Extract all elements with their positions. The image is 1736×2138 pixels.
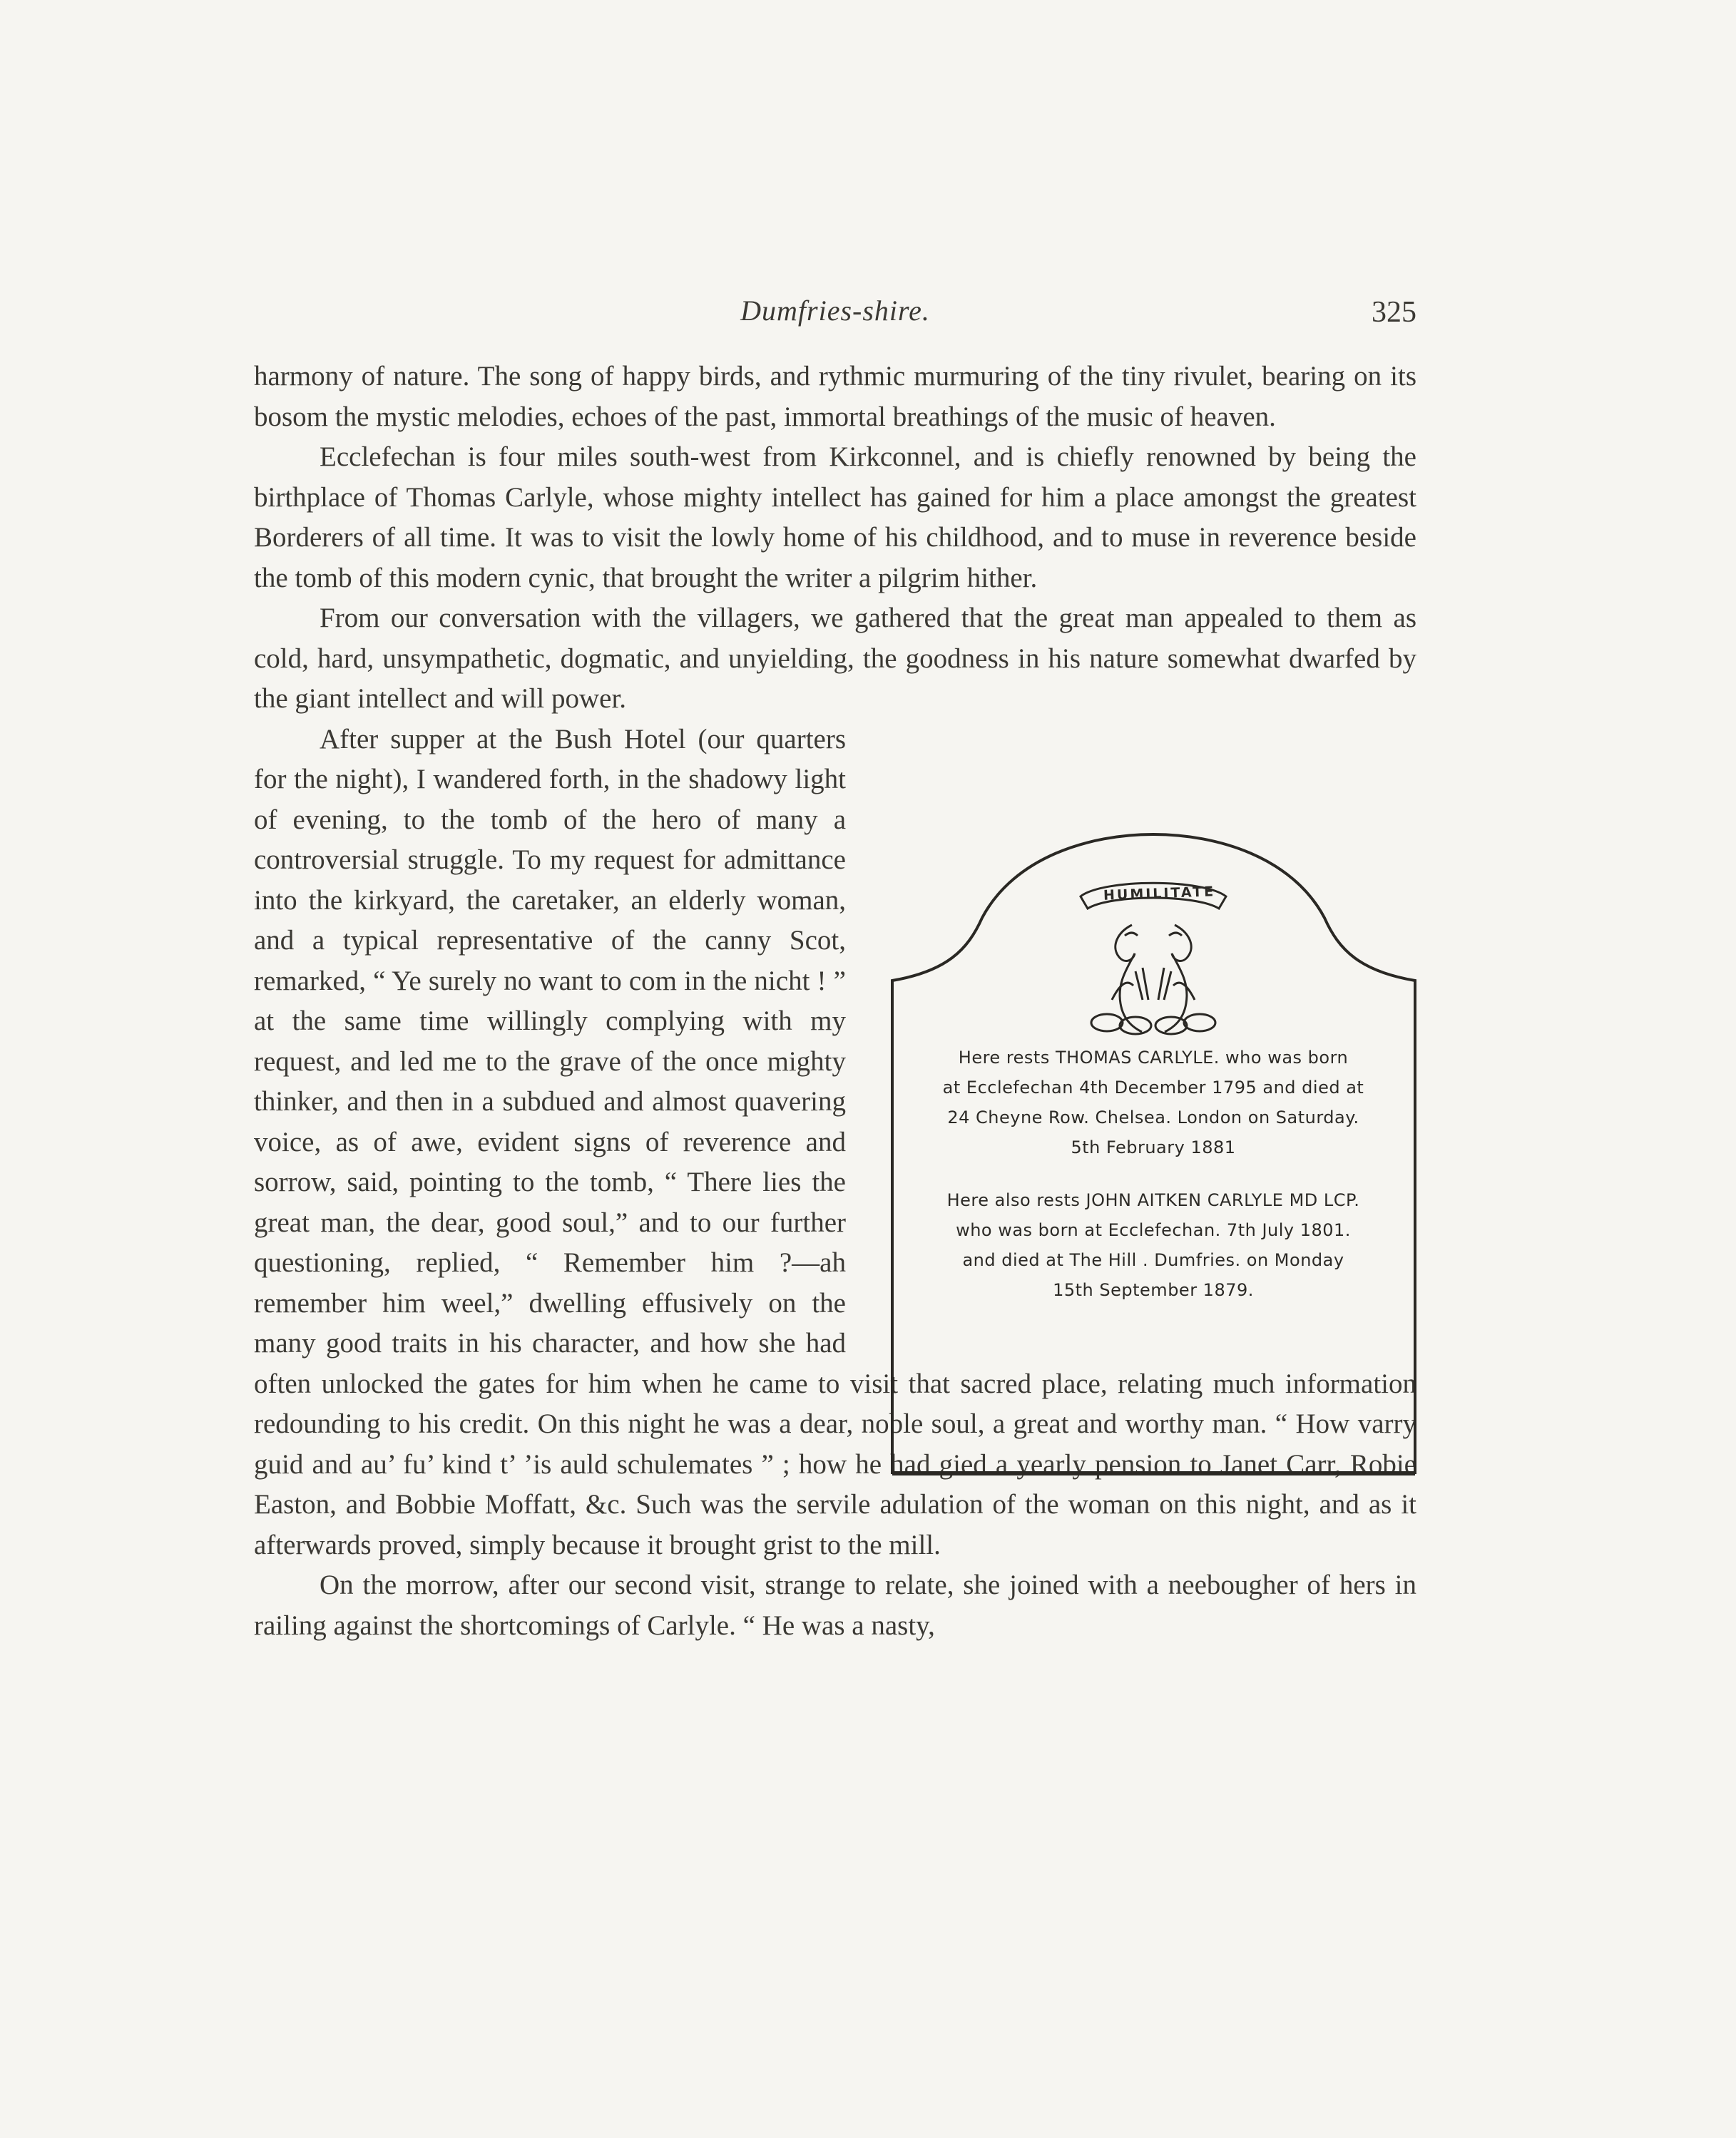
inscription-line: and died at The Hill . Dumfries. on Monday: [962, 1250, 1344, 1270]
motto-text: HUMILITATE: [1103, 884, 1216, 904]
page-number: 325: [1372, 296, 1416, 329]
running-head: Dumfries-shire.: [740, 295, 930, 327]
inscription-john-aitken: [925, 1185, 1382, 1305]
paragraph-3: From our conversation with the villagers, we gathered that the great man appealed to them as cold, hard, unsympathetic, dogmatic, and unyielding, the goodness in his nature somewhat dwarfed by the giant intellect and will power.: [254, 603, 1416, 714]
inscription-line: at Ecclefechan 4th December 1795 and died at: [942, 1078, 1364, 1098]
page-header: [254, 294, 1416, 337]
inscription-carlyle: [925, 1043, 1382, 1162]
inscription-line: 5th February 1881: [1071, 1137, 1236, 1157]
paragraph-2: Ecclefechan is four miles south-west from Kirkconnel, and is chiefly renowned by being the birthplace of Thomas Carlyle, whose mighty intellect has gained for him a place amongst the greatest Borderers of all time. It was to visit the lowly home of his childhood, and to muse in reverence beside the tomb of this modern cynic, that brought the writer a pilgrim hither.: [254, 441, 1416, 593]
inscription-line: 24 Cheyne Row. Chelsea. London on Saturday.: [947, 1108, 1359, 1127]
paragraph-1: harmony of nature. The song of happy birds, and rythmic murmuring of the tiny rivulet, bearing on its bosom the mystic melodies, echoes of the past, immortal breathings of the music of heaven.: [254, 361, 1416, 432]
inscription-line: Here also rests JOHN AITKEN CARLYLE MD LCP.: [946, 1190, 1360, 1210]
inscription-line: Here rests THOMAS CARLYLE. who was born: [958, 1048, 1349, 1068]
inscription-line: who was born at Ecclefechan. 7th July 1801.: [956, 1220, 1351, 1240]
inscription-line: 15th September 1879.: [1053, 1280, 1254, 1300]
tombstone-illustration: [889, 829, 1418, 1480]
paragraph-5: On the morrow, after our second visit, strange to relate, she joined with a neebougher of hers in railing against the shortcomings of Carlyle. “ He was a nasty,: [254, 1570, 1416, 1641]
crest-icon: [1091, 925, 1215, 1034]
paragraph-4: After supper at the Bush Hotel (our quarters for the night), I wandered forth, in the shadowy light of evening, to the tomb of the hero of many a controversial struggle. To my request for admittance into the kirkyard, the caretaker, an elderly woman, and a typical representative of the canny Scot, remarked, “ Ye surely no want to com in the nicht ! ” at the same time willingly complying with my request, and led me to the grave of the once mighty thinker, and then in a subdued and almost quavering voice, as of awe, evident signs of reverence and sorrow, said, pointing to the tomb, “ There lies the great man, the dear, good soul,” and to our further questioning, replied, “ Remember him ?—ah remember him weel,” dwelling effusively on the many good traits in his character, and how she had often unlocked the gates for him when he came to visit that sacred place, relating much information redounding to his credit. On this night he was a dear, noble soul, a great and worthy man. “ How varry guid and au’ fu’ kind t’ ’is auld schulemates ” ; how he had gied a yearly pension to Janet Carr, Robie Easton, and Bobbie Moffatt, &c. Such was the servile adulation of the woman on this night, and as it afterwards proved, simply because it brought grist to the mill.: [254, 723, 1416, 1560]
